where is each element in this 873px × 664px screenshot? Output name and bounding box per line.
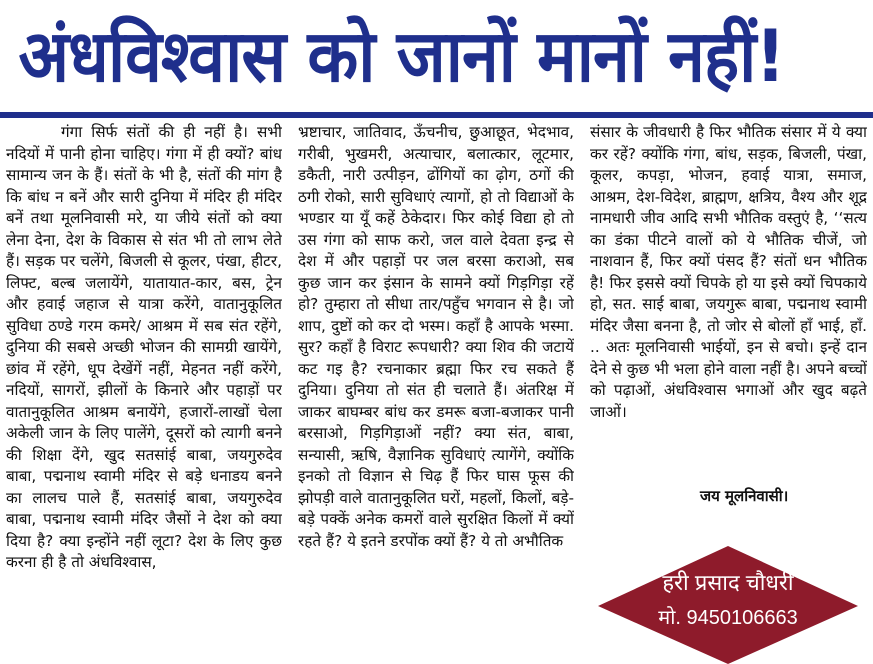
column-2-text: भ्रष्टाचार, जातिवाद, ऊँचनीच, छुआछूत, भेदभाव, गरीबी, भुखमरी, अत्याचार, बलात्कार, लूटमार, डकैती, नारी उत्पीड़न, ढोंगियों का ढ़ोग, ठगों की ठगी रोको, सारी सुविधाएं त्यागों, हो तो विद्याओं के भण्डार या यूँ कहें ठेकेदार। फिर कोई विद्या हो तो उस गंगा को साफ करो, जल वाले देवता इन्द्र से देश में और पहाड़ों पर जल बरसा कराओ, सब कुछ जान कर इंसान के सामने क्यों गिड़गिड़ा रहें हो? तुम्हारा तो सीधा तार/पहुँच भगवान से है। जो शाप, दुष्टों को कर दो भस्म। कहाँ है आपके भस्मा. सुर? कहाँ है विराट रूपधारी? क्या शिव की जटायें कट गइ है? रचनाकार ब्रह्मा फिर रच सकते हैं दुनिया। दुनिया तो संत ही चलाते हैं। अंतरिक्ष में जाकर बाघम्बर बांध कर डमरू बजा-बजाकर पानी बरसाओ, गिड़गिड़ाओं नहीं? क्या संत, बाबा, सन्यासी, ऋषि, वैज्ञानिक सुविधाएं त्यागेंगे, क्योंकि इनको तो विज्ञान से चिढ़ हैं फिर घास फूस की झोपड़ी वाले वातानुकूलित घरों, महलों, किलों, बड़े-बड़े पक्कें अनेक कमरों वाले सुरक्षित किलों में क्यों रहते हैं? ये इतने डरपोंक क्यों हैं? ये तो अभौतिक bbox=[298, 123, 574, 550]
article-column-3 bbox=[590, 122, 867, 542]
article-column-1 bbox=[6, 122, 282, 664]
column-3-text: संसार के जीवधारी है फिर भौतिक संसार में ये क्या कर रहें? क्योंकि गंगा, बांध, सड़क, बिजली, पंखा, कूलर, कपड़ा, भोजन, हवाई यात्रा, समाज, आश्रम, देश-विदेश, ब्राह्मण, क्षत्रिय, वैश्य और शूद्र नामधारी जीव आदि सभी भौतिक वस्तुएं है, ‘‘सत्य का डंका पीटने वालों को ये भौतिक चीजें, जो नाशवान हैं, फिर क्यों पंसद हैं? संतों धन भौतिक है! फिर इससे क्यों चिपके हो या इसे क्यों चिपकाये हो, सत. साई बाबा, जयगुरू बाबा, पद्मनाथ स्वामी मंदिर जैसा बनना है, तो जोर से बोलों हाँ भाई, हाँ. .. अतः मूलनिवासी भाईयों, इन से बचो। इन्हें दान देने से कुछ भी भला होने वाला नहीं है। अपने बच्चों को पढ़ाओं, अंधविश्वास भगाओं और खुद बढ़ते जाओं। bbox=[590, 123, 867, 421]
headline-rule bbox=[0, 112, 873, 118]
article-column-2 bbox=[298, 122, 574, 664]
author-phone: मो. 9450106663 bbox=[658, 607, 798, 629]
author-name: हरी प्रसाद चौधरी bbox=[662, 570, 794, 595]
signoff: जय मूलनिवासी। bbox=[700, 487, 789, 505]
headline: अंधविश्वास को जानों मानों नहीं! bbox=[18, 14, 785, 98]
column-1-text: गंगा सिर्फ संतों की ही नहीं है। सभी नदियों में पानी होना चाहिए। गंगा में ही क्यों? बांध सामान्य जन के हैं। संतों के भी है, संतों की मांग है कि बांध न बनें और सारी दुनिया में मंदिर ही मंदिर बनें तथा मूलनिवासी मरे, या जीये संतों को क्या लेना देना, देश के विकास से संत भी तो लाभ लेते हैं। सड़क पर चलेंगे, बिजली से कूलर, पंखा, हीटर, लिफ्ट, बल्ब जलायेंगे, यातायात-कार, बस, ट्रेन और हवाई जहाज से यात्रा करेंगे, वातानुकूलित सुविधा ठण्डे गरम कमरे/ आश्रम में सब संत रहेंगे, दुनिया की सबसे अच्छी भोजन की सामग्री खायेंगे, छांव में रहेंगे, धूप देखेंगें नहीं, मेहनत नहीं करेंगे, नदियों, सागरों, झीलों के किनारे और पहाड़ों पर वातानुकूलित आश्रम बनायेंगे, हजारों-लाखों चेला अकेली जान के लिए पालेंगे, दूसरों को त्यागी बनने की शिक्षा देंगे, खुद सतसांई बाबा, जयगुरुदेव बाबा, पद्मनाथ स्वामी मंदिर से बड़े धनाडय बनने का लालच पाले हैं, सतसांई बाबा, जयगुरुदेव बाबा, पद्मनाथ स्वामी मंदिर जैसों ने देश को क्या दिया है? क्या इन्होंने नहीं लूटा? देश के लिए कुछ करना ही है तो अंधविश्वास, bbox=[6, 123, 282, 571]
